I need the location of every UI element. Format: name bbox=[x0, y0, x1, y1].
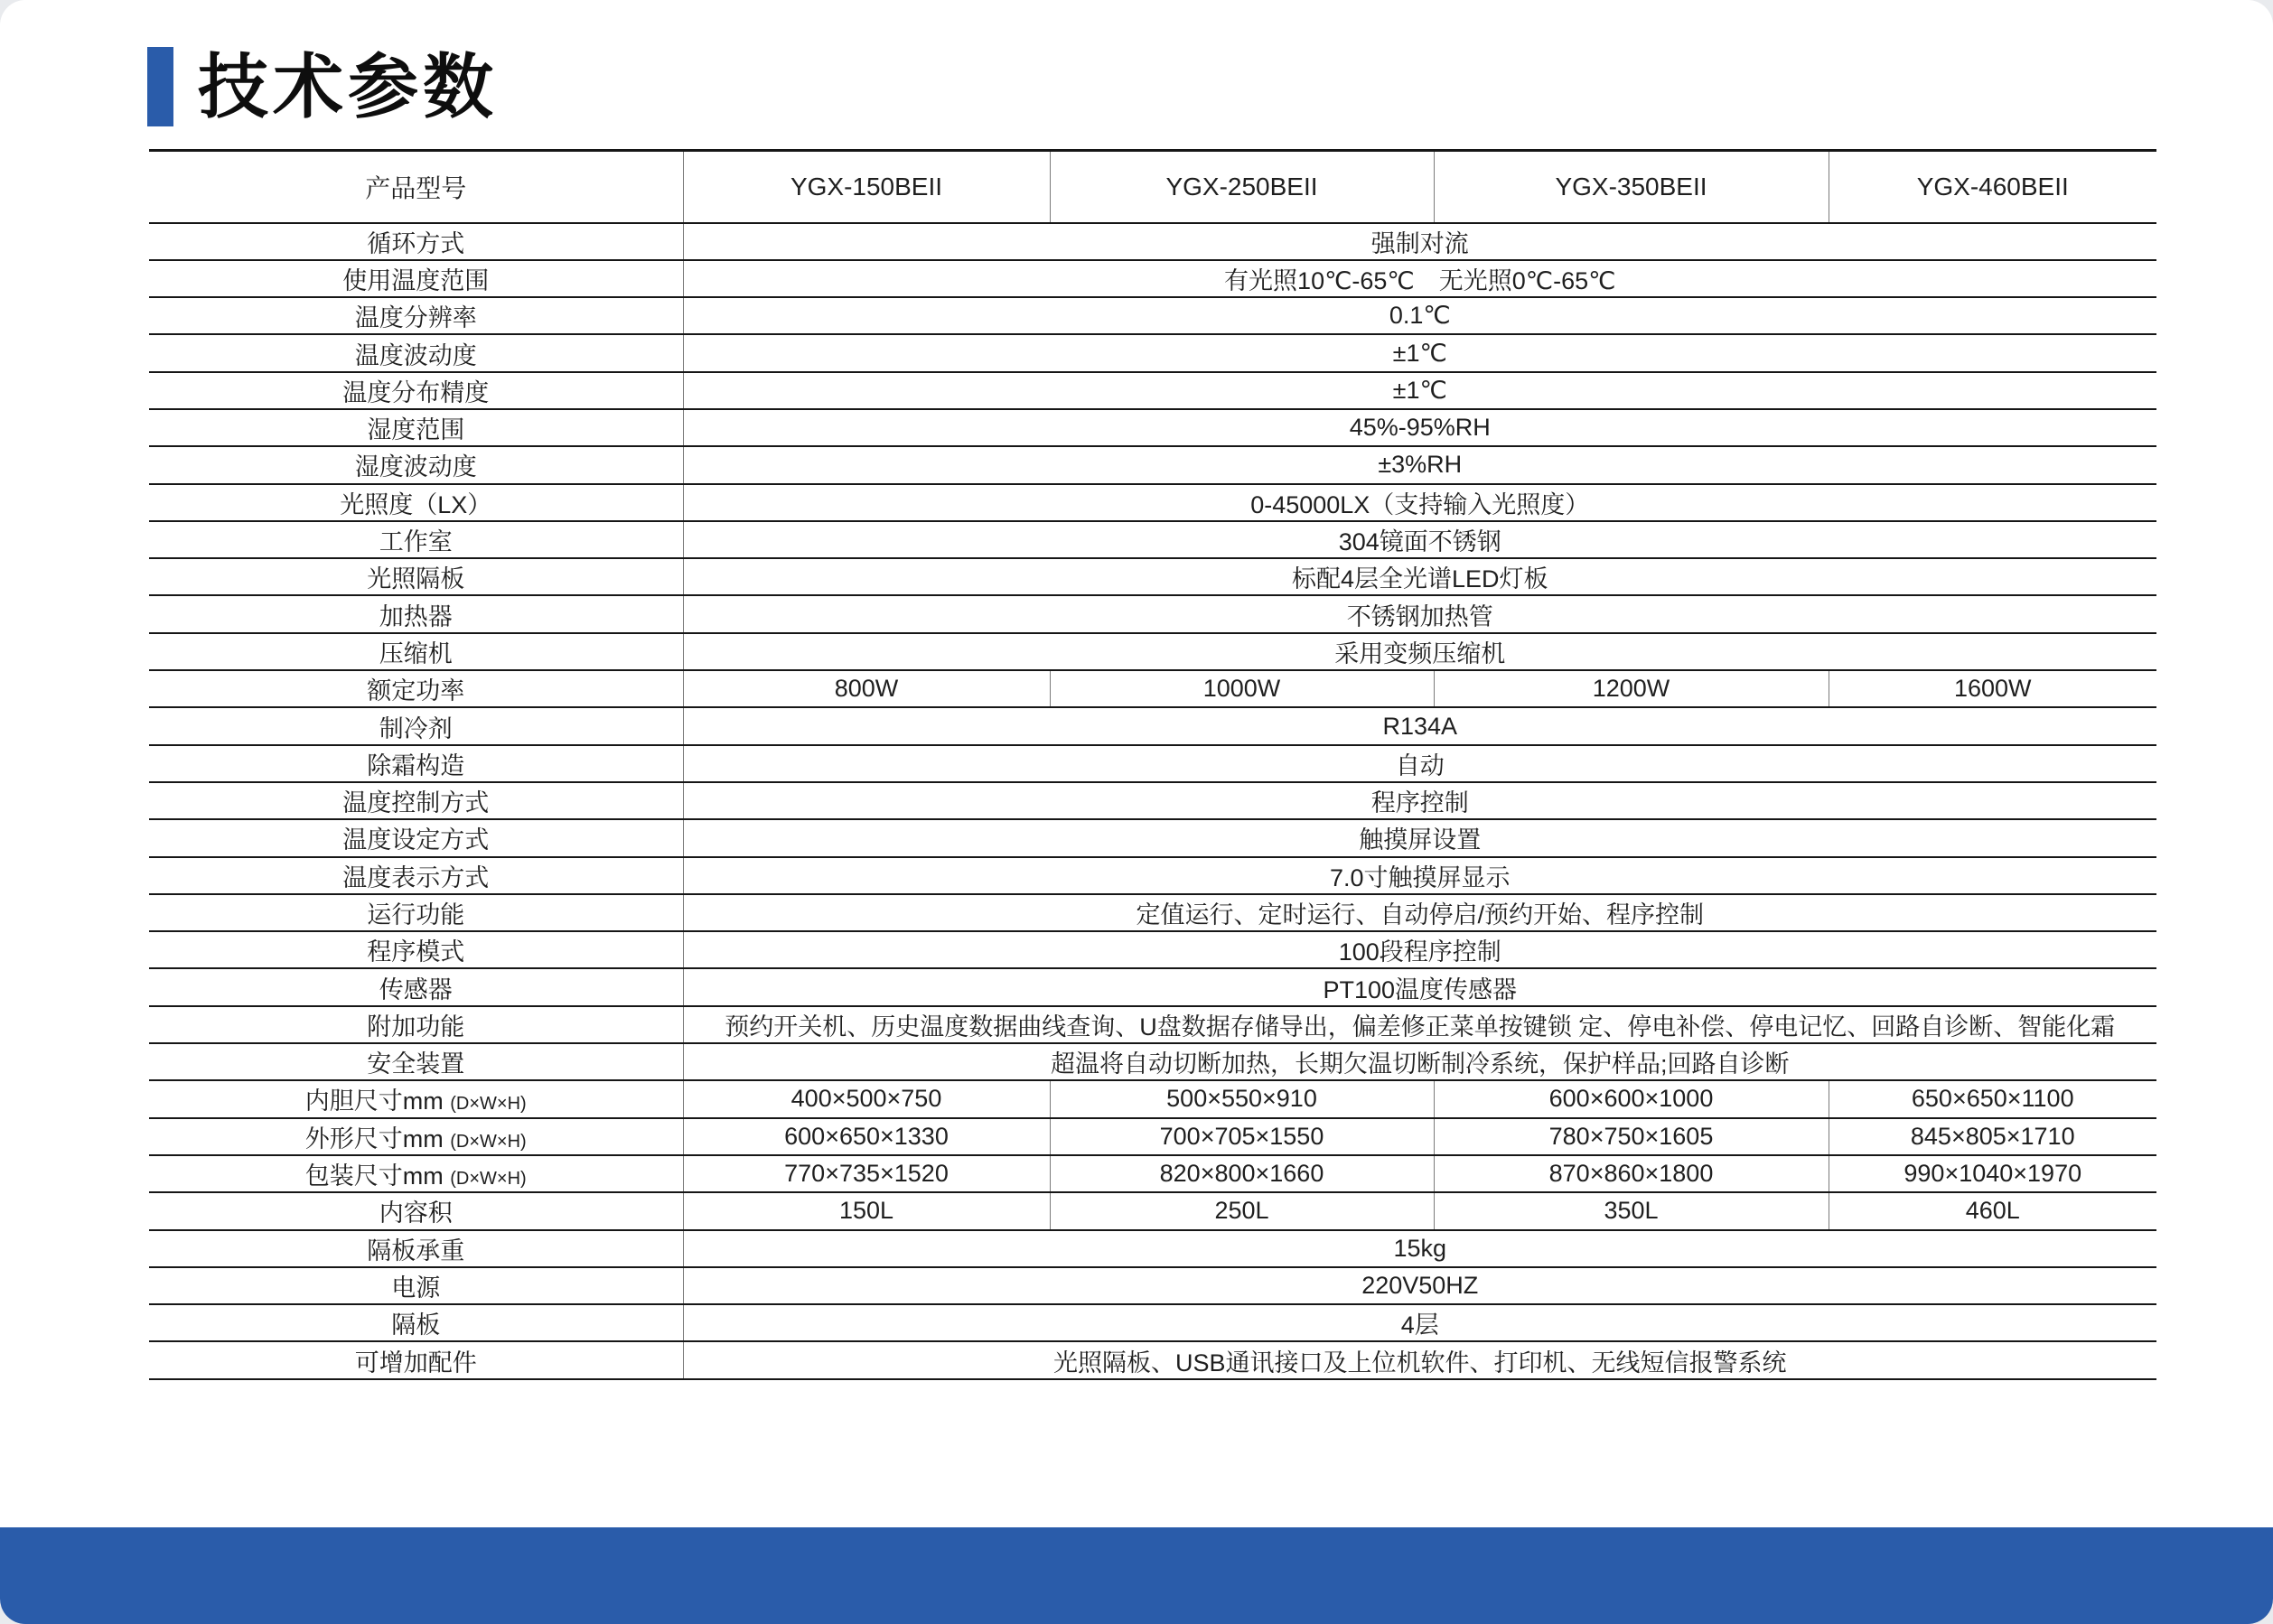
spec-value: 600×650×1330 bbox=[683, 1118, 1050, 1155]
spec-table-body bbox=[149, 223, 2156, 1379]
spec-value: 350L bbox=[1434, 1192, 1829, 1229]
spec-value: 程序控制 bbox=[683, 782, 2156, 819]
spec-label: 额定功率 bbox=[149, 670, 683, 707]
spec-label: 电源 bbox=[149, 1267, 683, 1304]
spec-value: ±3%RH bbox=[683, 446, 2156, 483]
spec-value: 650×650×1100 bbox=[1829, 1080, 2156, 1117]
spec-label: 循环方式 bbox=[149, 223, 683, 260]
section-header bbox=[147, 47, 2273, 126]
spec-value: 780×750×1605 bbox=[1434, 1118, 1829, 1155]
spec-label-suffix: (D×W×H) bbox=[450, 1131, 527, 1152]
footer-bar bbox=[0, 1527, 2273, 1624]
spec-label: 附加功能 bbox=[149, 1006, 683, 1043]
spec-row bbox=[149, 968, 2156, 1005]
spec-value: 220V50HZ bbox=[683, 1267, 2156, 1304]
spec-value: 0-45000LX（支持输入光照度） bbox=[683, 484, 2156, 521]
spec-label: 隔板承重 bbox=[149, 1230, 683, 1267]
spec-header-model: YGX-460BEII bbox=[1829, 151, 2156, 223]
spec-value: 超温将自动切断加热，长期欠温切断制冷系统，保护样品;回路自诊断 bbox=[683, 1043, 2156, 1080]
spec-row bbox=[149, 297, 2156, 334]
spec-row bbox=[149, 595, 2156, 632]
spec-value: 定值运行、定时运行、自动停启/预约开始、程序控制 bbox=[683, 894, 2156, 931]
spec-label: 内胆尺寸mm (D×W×H) bbox=[149, 1080, 683, 1117]
spec-label: 光照隔板 bbox=[149, 558, 683, 595]
spec-label: 制冷剂 bbox=[149, 707, 683, 744]
spec-value: 4层 bbox=[683, 1304, 2156, 1341]
spec-value: 光照隔板、USB通讯接口及上位机软件、打印机、无线短信报警系统 bbox=[683, 1341, 2156, 1378]
spec-value: 1000W bbox=[1050, 670, 1434, 707]
spec-header-model: YGX-250BEII bbox=[1050, 151, 1434, 223]
spec-label: 安全装置 bbox=[149, 1043, 683, 1080]
spec-value: 不锈钢加热管 bbox=[683, 595, 2156, 632]
spec-value: 800W bbox=[683, 670, 1050, 707]
spec-value: 845×805×1710 bbox=[1829, 1118, 2156, 1155]
spec-row bbox=[149, 372, 2156, 409]
spec-value: 0.1℃ bbox=[683, 297, 2156, 334]
spec-value: 100段程序控制 bbox=[683, 931, 2156, 968]
spec-row bbox=[149, 1155, 2156, 1192]
spec-label: 光照度（LX） bbox=[149, 484, 683, 521]
spec-value: 自动 bbox=[683, 745, 2156, 782]
spec-label: 使用温度范围 bbox=[149, 260, 683, 297]
spec-row bbox=[149, 931, 2156, 968]
title-accent-bar bbox=[147, 47, 173, 126]
page-title: 技术参数 bbox=[198, 47, 499, 126]
spec-row bbox=[149, 334, 2156, 371]
spec-row bbox=[149, 521, 2156, 558]
spec-row bbox=[149, 782, 2156, 819]
spec-row bbox=[149, 409, 2156, 446]
spec-row bbox=[149, 1043, 2156, 1080]
spec-row bbox=[149, 819, 2156, 856]
spec-value: 强制对流 bbox=[683, 223, 2156, 260]
spec-value: 770×735×1520 bbox=[683, 1155, 1050, 1192]
spec-value: 304镜面不锈钢 bbox=[683, 521, 2156, 558]
spec-value: PT100温度传感器 bbox=[683, 968, 2156, 1005]
spec-row bbox=[149, 446, 2156, 483]
spec-value: 400×500×750 bbox=[683, 1080, 1050, 1117]
spec-value: 1200W bbox=[1434, 670, 1829, 707]
spec-value: 460L bbox=[1829, 1192, 2156, 1229]
spec-label: 除霜构造 bbox=[149, 745, 683, 782]
spec-label: 温度分辨率 bbox=[149, 297, 683, 334]
spec-header-row bbox=[149, 151, 2156, 223]
spec-label: 工作室 bbox=[149, 521, 683, 558]
spec-label: 程序模式 bbox=[149, 931, 683, 968]
spec-row bbox=[149, 745, 2156, 782]
spec-row bbox=[149, 894, 2156, 931]
spec-value: 有光照10℃-65℃ 无光照0℃-65℃ bbox=[683, 260, 2156, 297]
spec-label: 加热器 bbox=[149, 595, 683, 632]
spec-header-label: 产品型号 bbox=[149, 151, 683, 223]
spec-row bbox=[149, 1341, 2156, 1378]
spec-value: ±1℃ bbox=[683, 334, 2156, 371]
spec-row bbox=[149, 1192, 2156, 1229]
spec-value: 150L bbox=[683, 1192, 1050, 1229]
spec-row bbox=[149, 670, 2156, 707]
spec-value: 触摸屏设置 bbox=[683, 819, 2156, 856]
spec-label: 隔板 bbox=[149, 1304, 683, 1341]
spec-row bbox=[149, 1006, 2156, 1043]
spec-table bbox=[149, 149, 2156, 1380]
spec-row bbox=[149, 223, 2156, 260]
spec-row bbox=[149, 1118, 2156, 1155]
spec-value: 预约开关机、历史温度数据曲线查询、U盘数据存储导出，偏差修正菜单按键锁 定、停电补偿、停电记忆、回路自诊断、智能化霜 bbox=[683, 1006, 2156, 1043]
spec-label: 压缩机 bbox=[149, 633, 683, 670]
spec-label: 包装尺寸mm (D×W×H) bbox=[149, 1155, 683, 1192]
spec-value: 1600W bbox=[1829, 670, 2156, 707]
spec-row bbox=[149, 484, 2156, 521]
spec-value: 990×1040×1970 bbox=[1829, 1155, 2156, 1192]
spec-label: 湿度波动度 bbox=[149, 446, 683, 483]
spec-label: 传感器 bbox=[149, 968, 683, 1005]
spec-label: 运行功能 bbox=[149, 894, 683, 931]
spec-label: 内容积 bbox=[149, 1192, 683, 1229]
spec-value: 820×800×1660 bbox=[1050, 1155, 1434, 1192]
spec-value: 500×550×910 bbox=[1050, 1080, 1434, 1117]
spec-value: 700×705×1550 bbox=[1050, 1118, 1434, 1155]
spec-value: ±1℃ bbox=[683, 372, 2156, 409]
spec-label: 外形尺寸mm (D×W×H) bbox=[149, 1118, 683, 1155]
spec-label: 温度分布精度 bbox=[149, 372, 683, 409]
spec-header-model: YGX-150BEII bbox=[683, 151, 1050, 223]
spec-label: 温度控制方式 bbox=[149, 782, 683, 819]
spec-row bbox=[149, 558, 2156, 595]
spec-row bbox=[149, 1230, 2156, 1267]
spec-row bbox=[149, 633, 2156, 670]
spec-value: 7.0寸触摸屏显示 bbox=[683, 857, 2156, 894]
spec-value: 45%-95%RH bbox=[683, 409, 2156, 446]
spec-value: 250L bbox=[1050, 1192, 1434, 1229]
spec-row bbox=[149, 1267, 2156, 1304]
spec-label: 温度表示方式 bbox=[149, 857, 683, 894]
spec-label: 湿度范围 bbox=[149, 409, 683, 446]
spec-row bbox=[149, 857, 2156, 894]
spec-row bbox=[149, 707, 2156, 744]
spec-label: 可增加配件 bbox=[149, 1341, 683, 1378]
spec-label: 温度波动度 bbox=[149, 334, 683, 371]
spec-row bbox=[149, 260, 2156, 297]
spec-value: R134A bbox=[683, 707, 2156, 744]
spec-label-suffix: (D×W×H) bbox=[450, 1169, 527, 1190]
spec-value: 采用变频压缩机 bbox=[683, 633, 2156, 670]
spec-header-model: YGX-350BEII bbox=[1434, 151, 1829, 223]
spec-label: 温度设定方式 bbox=[149, 819, 683, 856]
spec-row bbox=[149, 1080, 2156, 1117]
spec-row bbox=[149, 1304, 2156, 1341]
spec-label-suffix: (D×W×H) bbox=[450, 1094, 527, 1115]
spec-value: 600×600×1000 bbox=[1434, 1080, 1829, 1117]
spec-value: 870×860×1800 bbox=[1434, 1155, 1829, 1192]
spec-value: 15kg bbox=[683, 1230, 2156, 1267]
spec-value: 标配4层全光谱LED灯板 bbox=[683, 558, 2156, 595]
